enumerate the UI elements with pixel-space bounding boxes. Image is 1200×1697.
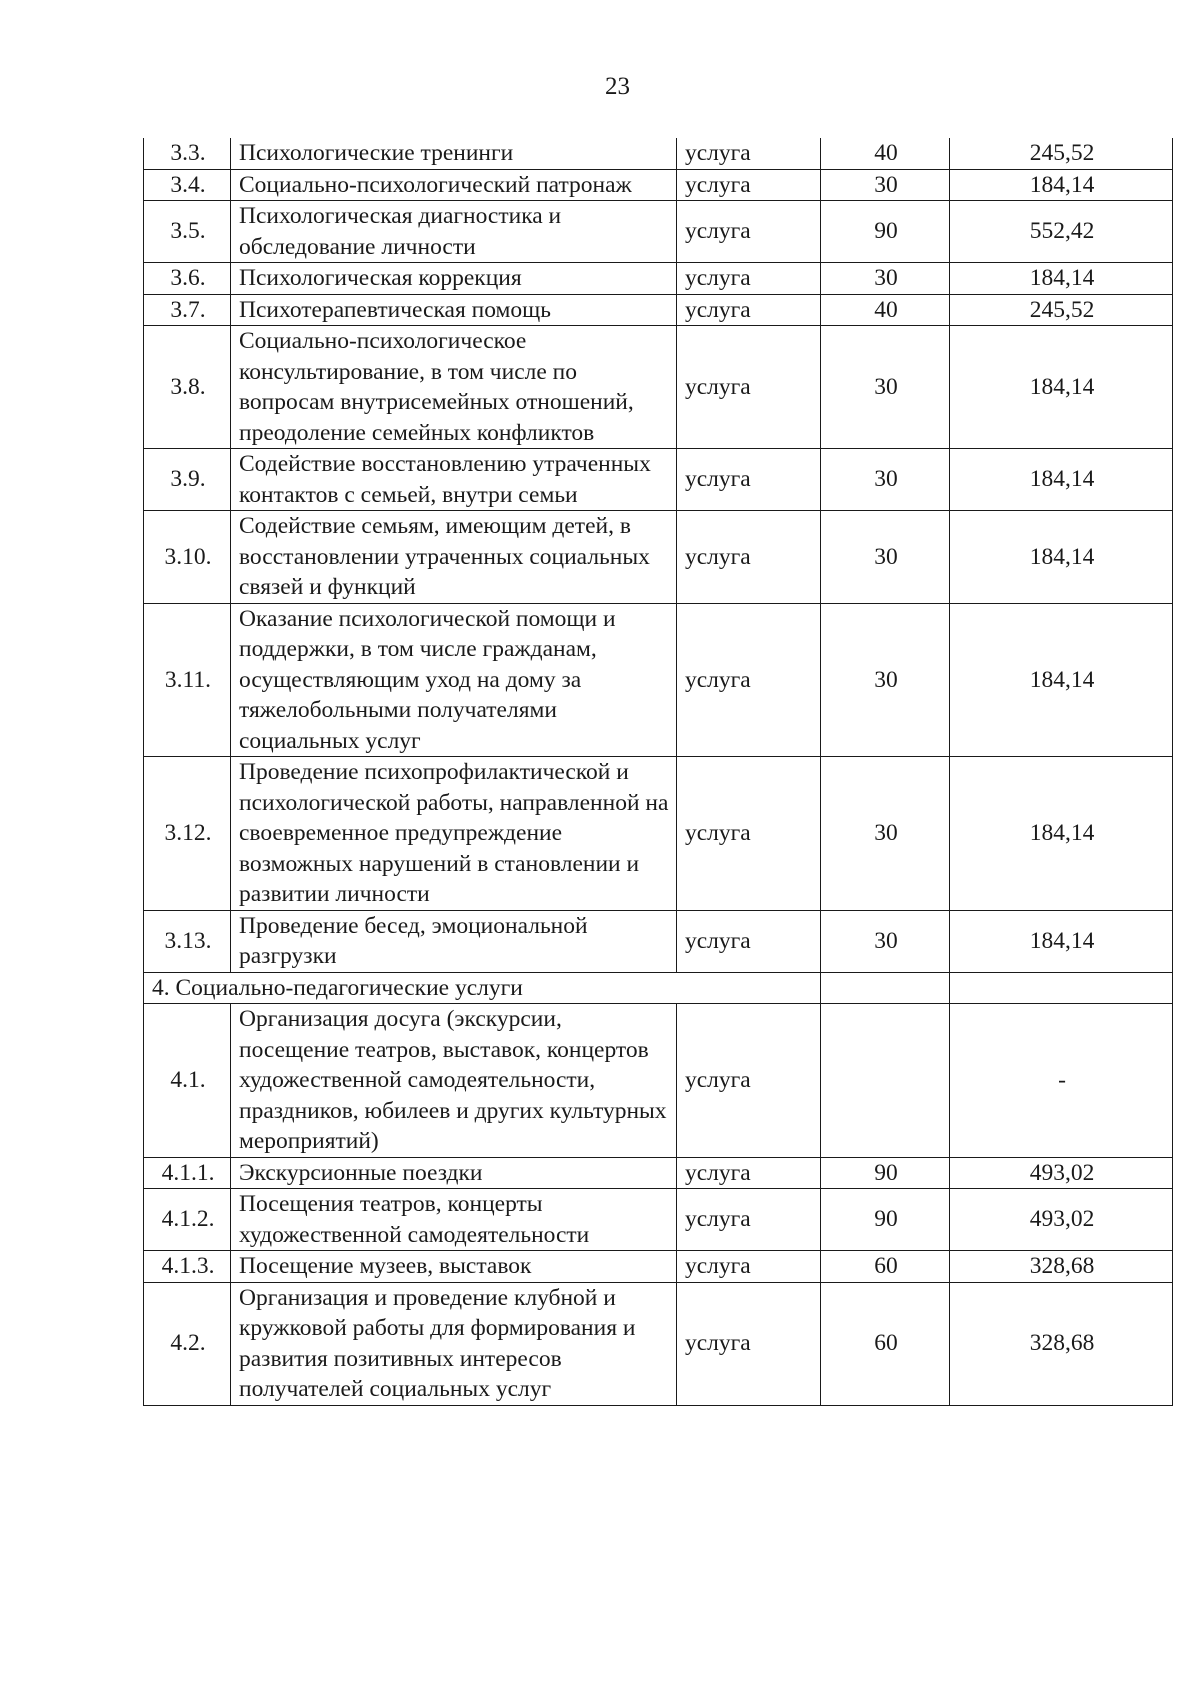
unit-cell: услуга [677, 449, 821, 511]
price-cell: 184,14 [950, 326, 1173, 449]
section-row [144, 972, 1173, 1004]
service-name: Социально-психологическое консультирование, в том числе по вопросам внутрисемейных отношений, преодоление семейных конфликтов [231, 326, 677, 449]
time-norm-cell: 60 [821, 1251, 950, 1283]
table-row [144, 169, 1173, 201]
unit-cell: услуга [677, 603, 821, 757]
time-norm-cell: 40 [821, 138, 950, 169]
unit-cell: услуга [677, 263, 821, 295]
service-name: Проведение психопрофилактической и психологической работы, направленной на своевременное предупреждение возможных нарушений в становлении и развитии личности [231, 757, 677, 911]
unit-cell: услуга [677, 1004, 821, 1158]
time-norm-cell: 90 [821, 1189, 950, 1251]
row-number: 3.10. [144, 511, 231, 604]
time-norm-cell: 30 [821, 511, 950, 604]
unit-cell: услуга [677, 326, 821, 449]
price-cell: 184,14 [950, 757, 1173, 911]
time-norm-cell: 30 [821, 757, 950, 911]
time-norm-cell: 30 [821, 910, 950, 972]
service-name: Оказание психологической помощи и поддержки, в том числе гражданам, осуществляющим уход на дому за тяжелобольными получателями социальных услуг [231, 603, 677, 757]
price-cell: - [950, 1004, 1173, 1158]
table-row [144, 201, 1173, 263]
table-row [144, 1282, 1173, 1405]
unit-cell: услуга [677, 169, 821, 201]
price-cell: 493,02 [950, 1157, 1173, 1189]
service-name: Посещение музеев, выставок [231, 1251, 677, 1283]
row-number: 3.13. [144, 910, 231, 972]
unit-cell: услуга [677, 511, 821, 604]
row-number: 3.5. [144, 201, 231, 263]
service-name: Социально-психологический патронаж [231, 169, 677, 201]
table-row [144, 511, 1173, 604]
table-row [144, 449, 1173, 511]
price-cell: 493,02 [950, 1189, 1173, 1251]
service-name: Экскурсионные поездки [231, 1157, 677, 1189]
price-cell: 245,52 [950, 138, 1173, 169]
unit-cell: услуга [677, 138, 821, 169]
table-row [144, 757, 1173, 911]
row-number: 3.7. [144, 294, 231, 326]
time-norm-cell: 30 [821, 169, 950, 201]
table-row [144, 1189, 1173, 1251]
row-number: 3.6. [144, 263, 231, 295]
services-table [143, 138, 1173, 1406]
row-number: 3.4. [144, 169, 231, 201]
price-cell: 328,68 [950, 1251, 1173, 1283]
empty-cell [950, 972, 1173, 1004]
row-number: 3.12. [144, 757, 231, 911]
service-name: Психологическая диагностика и обследование личности [231, 201, 677, 263]
time-norm-cell: 30 [821, 263, 950, 295]
service-name: Организация досуга (экскурсии, посещение театров, выставок, концертов художественной самодеятельности, праздников, юбилеев и других культурных мероприятий) [231, 1004, 677, 1158]
time-norm-cell: 40 [821, 294, 950, 326]
row-number: 4.1. [144, 1004, 231, 1158]
service-name: Психологическая коррекция [231, 263, 677, 295]
row-number: 4.1.2. [144, 1189, 231, 1251]
unit-cell: услуга [677, 1157, 821, 1189]
unit-cell: услуга [677, 910, 821, 972]
page-number: 23 [605, 73, 630, 100]
row-number: 3.11. [144, 603, 231, 757]
unit-cell: услуга [677, 1189, 821, 1251]
price-cell: 552,42 [950, 201, 1173, 263]
service-name: Организация и проведение клубной и кружковой работы для формирования и развития позитивных интересов получателей социальных услуг [231, 1282, 677, 1405]
time-norm-cell: 90 [821, 1157, 950, 1189]
row-number: 4.1.3. [144, 1251, 231, 1283]
table-row [144, 294, 1173, 326]
table-row [144, 910, 1173, 972]
time-norm-cell: 60 [821, 1282, 950, 1405]
service-name: Содействие восстановлению утраченных контактов с семьей, внутри семьи [231, 449, 677, 511]
service-name: Проведение бесед, эмоциональной разгрузки [231, 910, 677, 972]
unit-cell: услуга [677, 201, 821, 263]
time-norm-cell: 30 [821, 326, 950, 449]
table-row [144, 138, 1173, 169]
price-cell: 184,14 [950, 910, 1173, 972]
row-number: 4.2. [144, 1282, 231, 1405]
price-cell: 328,68 [950, 1282, 1173, 1405]
price-cell: 245,52 [950, 294, 1173, 326]
service-name: Содействие семьям, имеющим детей, в восстановлении утраченных социальных связей и функций [231, 511, 677, 604]
row-number: 3.3. [144, 138, 231, 169]
unit-cell: услуга [677, 294, 821, 326]
section-title: 4. Социально-педагогические услуги [144, 972, 821, 1004]
table-row [144, 263, 1173, 295]
price-cell: 184,14 [950, 169, 1173, 201]
unit-cell: услуга [677, 1282, 821, 1405]
price-cell: 184,14 [950, 603, 1173, 757]
price-cell: 184,14 [950, 449, 1173, 511]
service-name: Посещения театров, концерты художественной самодеятельности [231, 1189, 677, 1251]
service-name: Психологические тренинги [231, 138, 677, 169]
row-number: 3.8. [144, 326, 231, 449]
row-number: 4.1.1. [144, 1157, 231, 1189]
unit-cell: услуга [677, 757, 821, 911]
time-norm-cell: 30 [821, 449, 950, 511]
price-cell: 184,14 [950, 511, 1173, 604]
table-row [144, 1004, 1173, 1158]
table-row [144, 1251, 1173, 1283]
table-row [144, 1157, 1173, 1189]
table-row [144, 603, 1173, 757]
empty-cell [821, 972, 950, 1004]
unit-cell: услуга [677, 1251, 821, 1283]
service-name: Психотерапевтическая помощь [231, 294, 677, 326]
table-row [144, 326, 1173, 449]
row-number: 3.9. [144, 449, 231, 511]
time-norm-cell: 90 [821, 201, 950, 263]
time-norm-cell [821, 1004, 950, 1158]
price-cell: 184,14 [950, 263, 1173, 295]
time-norm-cell: 30 [821, 603, 950, 757]
